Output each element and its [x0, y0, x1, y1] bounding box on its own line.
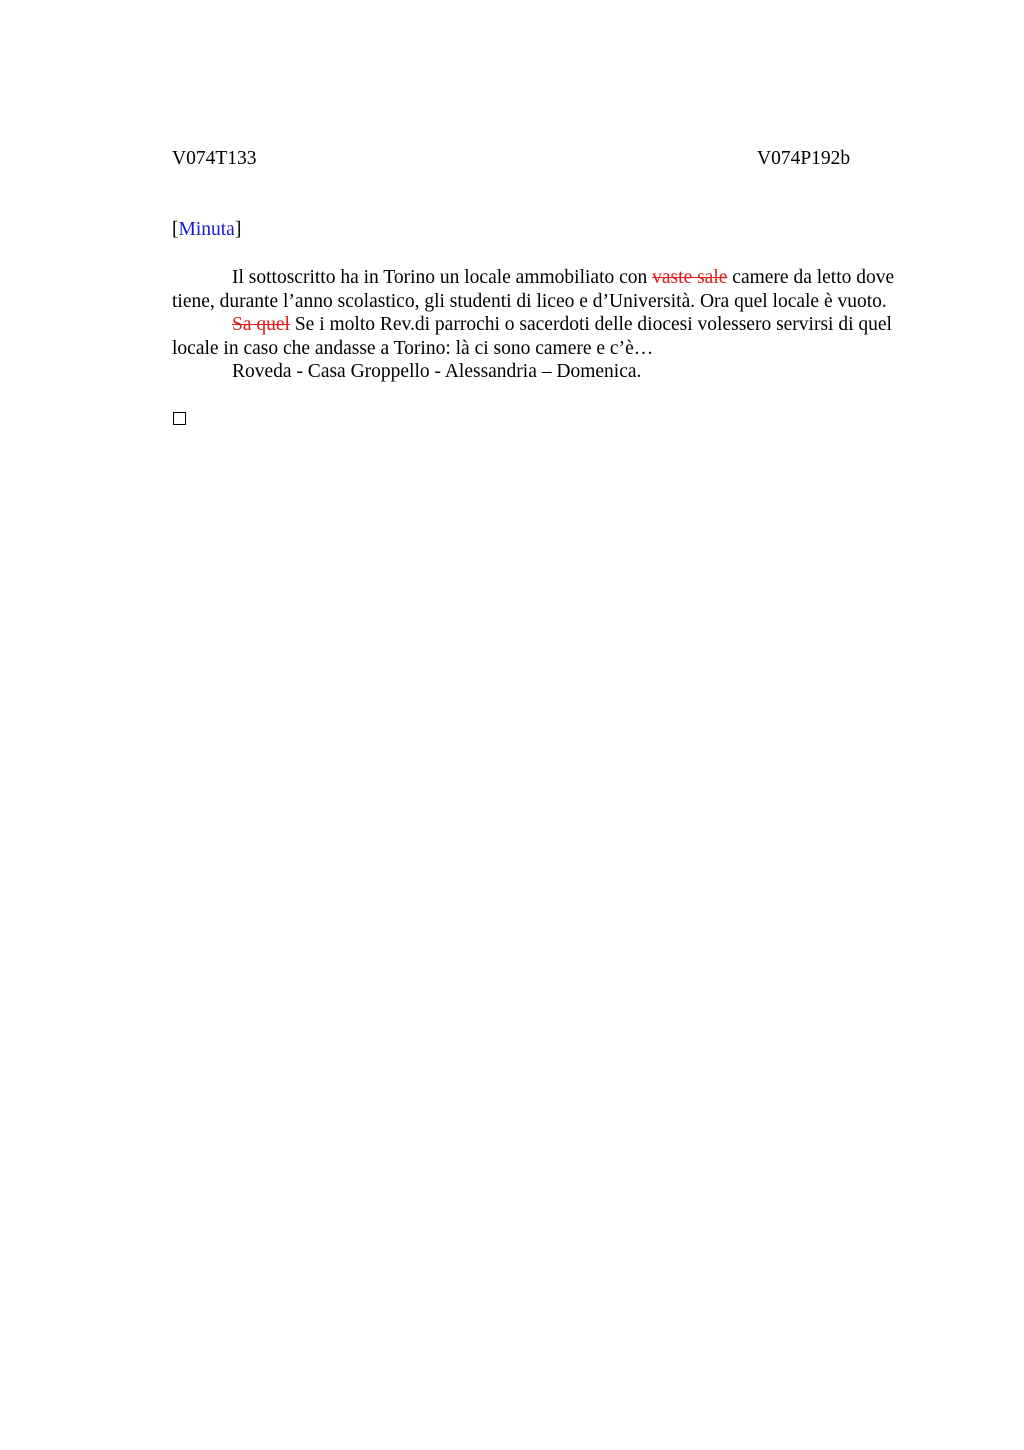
letter-body	[172, 266, 922, 384]
header-right-code: V074P192b	[757, 148, 851, 169]
paragraph-1	[172, 266, 922, 313]
paragraph-2-deletion: Sa quel	[232, 314, 290, 336]
paragraph-2-text: Se i molto Rev.di parrochi o sacerdoti delle diocesi volessero servirsi di quel locale in caso che andasse a Torino: là ci sono camere e c’è…	[172, 314, 892, 359]
minuta-open-bracket: [	[172, 219, 179, 240]
paragraph-3: Roveda - Casa Groppello - Alessandria – Domenica.	[232, 361, 642, 383]
minuta-heading	[172, 218, 241, 242]
paragraph-1-text-start: Il sottoscritto ha in Torino un locale ammobiliato con	[232, 267, 653, 288]
paragraph-1-text-end: camere da letto dove tiene, durante l’anno scolastico, gli studenti di liceo e d’Università. Ora quel locale è vuoto.	[172, 267, 895, 312]
minuta-close-bracket: ]	[234, 219, 242, 240]
paragraph-2	[172, 313, 922, 360]
header-left-code: V074T133	[172, 148, 257, 169]
paragraph-1-deletion: vaste sale	[652, 267, 728, 288]
minuta-label: Minuta	[178, 219, 235, 240]
square-outline-icon	[173, 412, 186, 425]
